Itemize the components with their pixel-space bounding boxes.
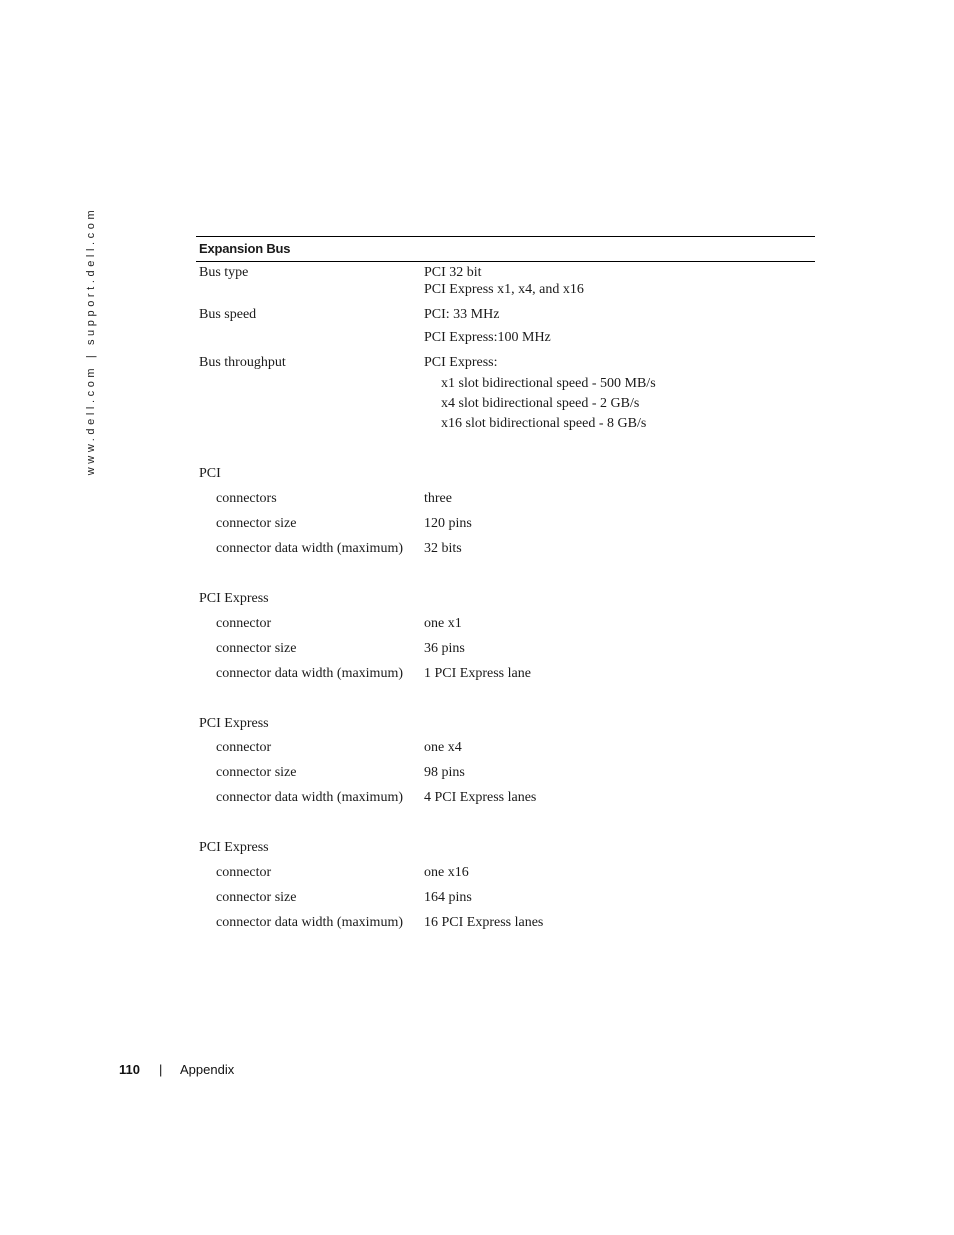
row-value: x4 slot bidirectional speed - 2 GB/s (441, 396, 640, 411)
page-number: 110 (119, 1062, 140, 1077)
item-label: connector size (216, 765, 297, 780)
item-value: one x16 (424, 865, 469, 880)
item-label: connector size (216, 641, 297, 656)
item-value: 36 pins (424, 641, 465, 656)
row-value: PCI Express: (424, 355, 498, 370)
row-value: PCI Express:100 MHz (424, 330, 551, 345)
row-value: PCI Express x1, x4, and x16 (424, 282, 584, 297)
item-label: connector data width (maximum) (216, 666, 403, 681)
group-title: PCI Express (199, 840, 269, 855)
item-label: connector (216, 616, 272, 631)
row-value: PCI 32 bit (424, 265, 482, 280)
item-label: connectors (216, 491, 277, 506)
row-label: Bus type (199, 265, 249, 280)
item-value: one x1 (424, 616, 462, 631)
group-title: PCI (199, 466, 221, 481)
table-title: Expansion Bus (199, 241, 291, 256)
item-value: 120 pins (424, 516, 472, 531)
item-value: 4 PCI Express lanes (424, 790, 537, 805)
expansion-bus-table (196, 236, 815, 930)
group-title: PCI Express (199, 591, 269, 606)
row-label: Bus speed (199, 307, 257, 322)
group-title: PCI Express (199, 716, 269, 731)
item-label: connector data width (maximum) (216, 541, 403, 556)
item-value: 164 pins (424, 890, 472, 905)
item-label: connector (216, 740, 272, 755)
item-label: connector data width (maximum) (216, 790, 403, 805)
item-value: 32 bits (424, 541, 462, 556)
item-value: 1 PCI Express lane (424, 666, 531, 681)
item-label: connector size (216, 516, 297, 531)
footer-separator: | (159, 1062, 163, 1077)
footer-section: Appendix (180, 1062, 235, 1077)
item-value: 98 pins (424, 765, 465, 780)
item-value: three (424, 491, 452, 506)
item-label: connector (216, 865, 272, 880)
table-header-rule (196, 261, 815, 262)
item-label: connector data width (maximum) (216, 915, 403, 930)
item-value: 16 PCI Express lanes (424, 915, 544, 930)
row-value: x1 slot bidirectional speed - 500 MB/s (441, 376, 656, 391)
sidebar-url (84, 206, 98, 476)
item-label: connector size (216, 890, 297, 905)
row-value: PCI: 33 MHz (424, 307, 500, 322)
row-value: x16 slot bidirectional speed - 8 GB/s (441, 416, 647, 431)
sidebar-url-text: www.dell.com | support.dell.com (85, 206, 97, 476)
row-label: Bus throughput (199, 355, 286, 370)
item-value: one x4 (424, 740, 462, 755)
